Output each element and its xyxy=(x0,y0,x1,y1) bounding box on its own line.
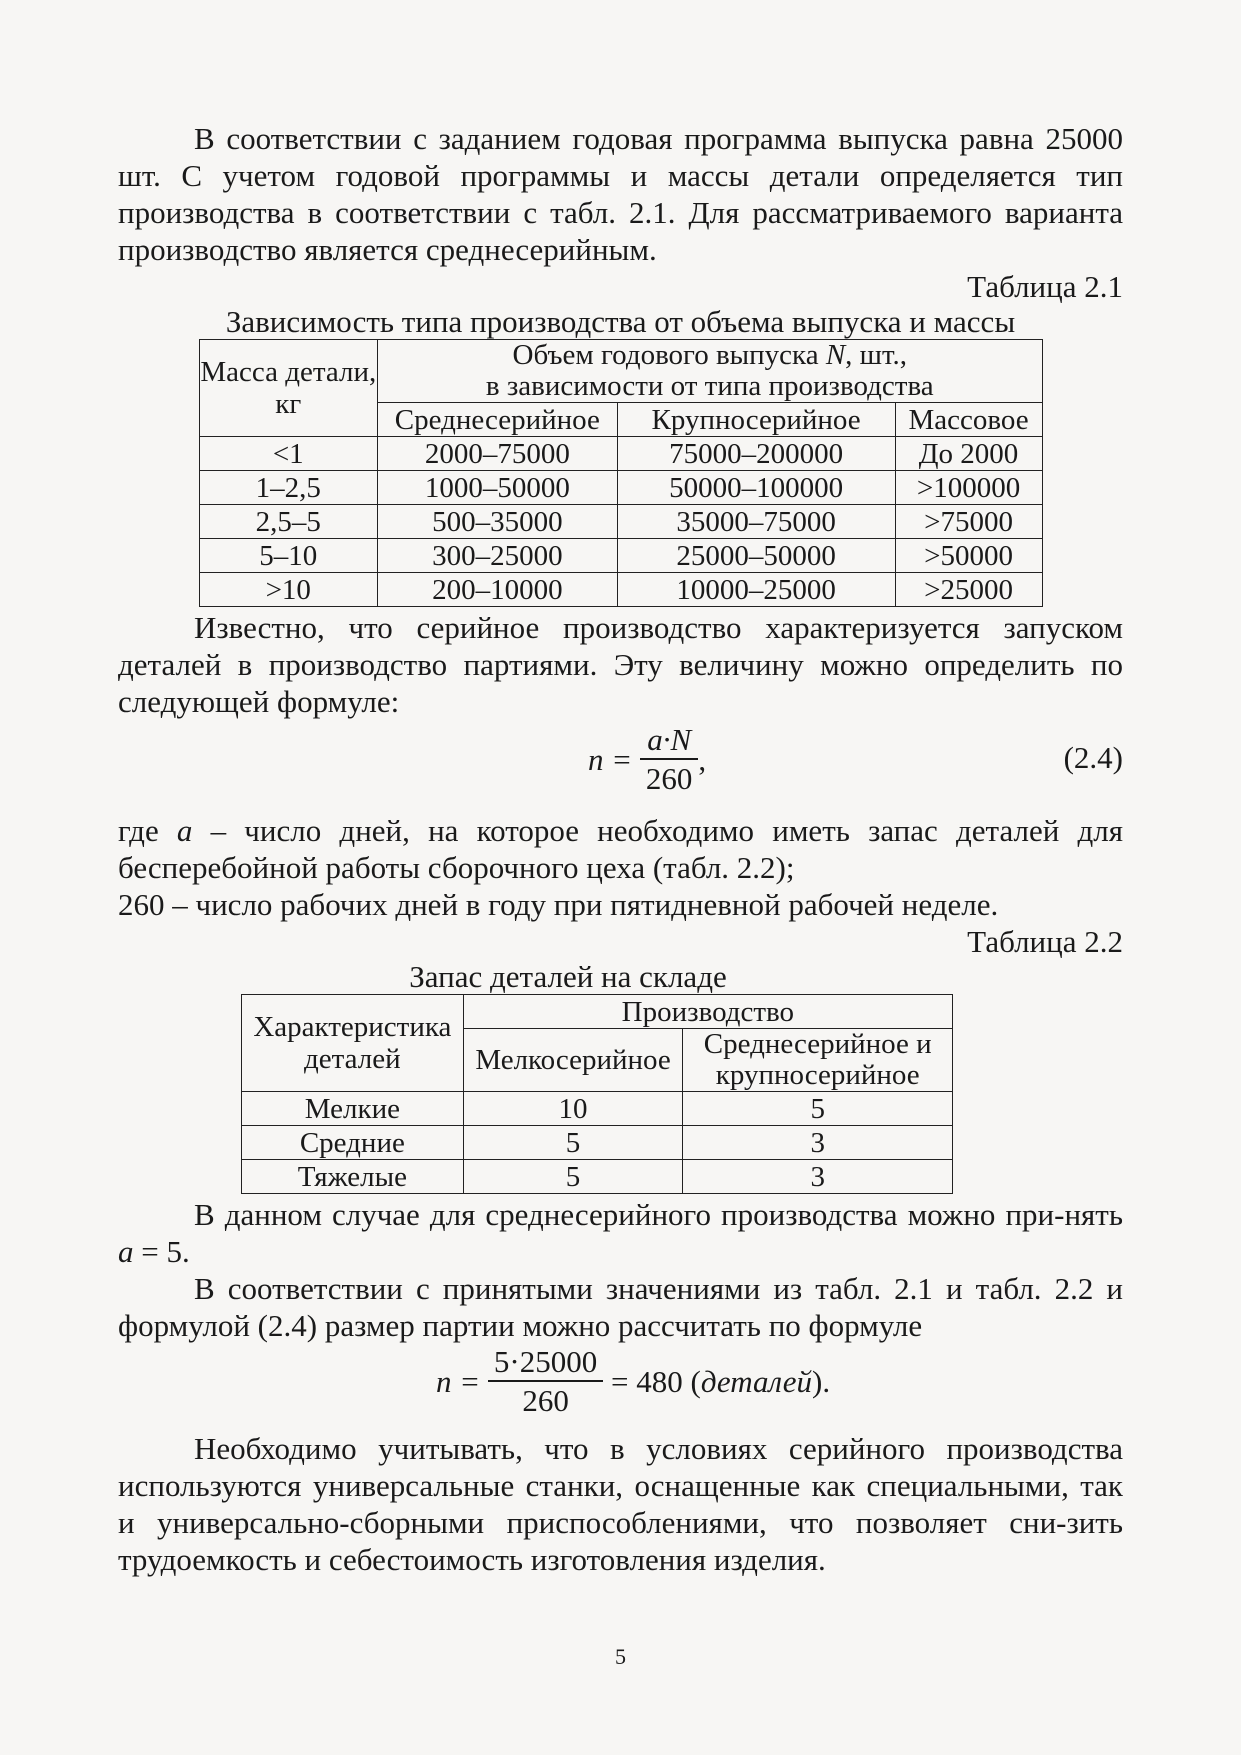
formula-fraction xyxy=(488,1344,603,1420)
table-cell: 3 xyxy=(683,1160,953,1194)
formula-comma: , xyxy=(698,741,707,777)
header-production: Производство xyxy=(463,995,952,1029)
table-cell: Средние xyxy=(242,1126,464,1160)
paragraph-3-text: – число дней, на которое необходимо иметь запас деталей для бесперебойной работы сборочного цеха (табл. 2.2); xyxy=(118,813,1123,885)
table-cell: 75000–200000 xyxy=(617,437,895,471)
formula-lhs: n = xyxy=(436,1363,481,1399)
table-row xyxy=(199,471,1042,505)
formula-lhs: n = xyxy=(588,741,633,777)
table-row xyxy=(242,1092,953,1126)
table-cell: 2000–75000 xyxy=(378,437,618,471)
table-cell: 200–10000 xyxy=(378,573,618,607)
header-volume-var: N xyxy=(825,339,846,371)
table-cell: 50000–100000 xyxy=(617,471,895,505)
table-row xyxy=(199,437,1042,471)
header-mass: Масса детали, кг xyxy=(199,340,378,437)
table-cell: До 2000 xyxy=(895,437,1042,471)
table-2-label: Таблица 2.2 xyxy=(967,924,1123,959)
equation-number: (2.4) xyxy=(1063,740,1123,775)
table-cell: <1 xyxy=(199,437,378,471)
formula-close: ). xyxy=(812,1363,831,1399)
page-content xyxy=(118,120,1123,1578)
formula-unit: деталей xyxy=(700,1363,813,1399)
table-row xyxy=(199,505,1042,539)
formula-body xyxy=(588,722,706,798)
paragraph-4: 260 – число рабочих дней в году при пятидневной рабочей неделе. xyxy=(118,887,999,922)
production-type-table xyxy=(199,339,1043,607)
table-cell: 300–25000 xyxy=(378,539,618,573)
table-2-caption: Запас деталей на складе xyxy=(409,959,727,994)
formula-result: = 480 ( xyxy=(611,1363,701,1399)
table-1-label: Таблица 2.1 xyxy=(967,269,1123,304)
header-volume-subtext: в зависимости от типа производства xyxy=(485,370,934,402)
column-header: Мелкосерийное xyxy=(463,1029,683,1092)
table-cell: Тяжелые xyxy=(242,1160,464,1194)
table-cell: 3 xyxy=(683,1126,953,1160)
table-row xyxy=(199,573,1042,607)
paragraph-5 xyxy=(118,1196,1123,1270)
table-cell: 5 xyxy=(683,1092,953,1126)
paragraph-1: В соответствии с заданием годовая программа выпуска равна 25000 шт. С учетом годовой программы и массы детали определяется тип производства в соответствии с табл. 2.1. Для рассматриваемого варианта производство является среднесерийным. xyxy=(118,121,1123,267)
table-cell: 10 xyxy=(463,1092,683,1126)
paragraph-2: Известно, что серийное производство характеризуется запуском деталей в производство партиями. Эту величину можно определить по следующей формуле: xyxy=(118,610,1123,719)
formula-denominator: 260 xyxy=(522,1382,569,1418)
where-word: где xyxy=(118,813,159,848)
paragraph-3 xyxy=(118,812,1123,886)
table-cell: 5–10 xyxy=(199,539,378,573)
header-volume xyxy=(378,340,1042,403)
parts-stock-table xyxy=(241,994,953,1194)
table-cell: >75000 xyxy=(895,505,1042,539)
table-cell: 10000–25000 xyxy=(617,573,895,607)
variable-a: a xyxy=(118,1234,134,1269)
column-header: Среднесерийное xyxy=(378,403,618,437)
table-cell: 25000–50000 xyxy=(617,539,895,573)
formula-2-4 xyxy=(118,720,1123,812)
table-cell: >50000 xyxy=(895,539,1042,573)
table-cell: Мелкие xyxy=(242,1092,464,1126)
table-row xyxy=(242,1160,953,1194)
paragraph-5-value: = 5. xyxy=(133,1234,190,1269)
table-row xyxy=(242,1126,953,1160)
header-volume-unit: , шт., xyxy=(845,339,907,371)
table-cell: 5 xyxy=(463,1160,683,1194)
variable-a: a xyxy=(176,813,193,848)
table-cell: 1–2,5 xyxy=(199,471,378,505)
formula-numerator: 5·25000 xyxy=(493,1344,598,1379)
table-cell: 2,5–5 xyxy=(199,505,378,539)
formula-body xyxy=(436,1344,830,1420)
formula-batch-size xyxy=(118,1344,1123,1430)
table-cell: >10 xyxy=(199,573,378,607)
paragraph-7: Необходимо учитывать, что в условиях серийного производства используются универсальные станки, оснащенные как специальными, так и универсально-сборными приспособлениями, что позволяет сни-зить трудоемкость и себестоимость изготовления изделия. xyxy=(118,1431,1123,1577)
header-characteristic: Характеристика деталей xyxy=(242,995,464,1092)
table-cell: >100000 xyxy=(895,471,1042,505)
column-header: Массовое xyxy=(895,403,1042,437)
column-header: Крупносерийное xyxy=(617,403,895,437)
formula-fraction xyxy=(640,722,699,798)
table-1-caption: Зависимость типа производства от объема выпуска и массы xyxy=(225,304,1016,339)
paragraph-5-text: В данном случае для среднесерийного производства можно при-нять xyxy=(194,1197,1123,1232)
page-number: 5 xyxy=(615,1644,626,1669)
table-cell: 1000–50000 xyxy=(378,471,618,505)
formula-numerator: a·N xyxy=(647,722,692,757)
table-cell: 35000–75000 xyxy=(617,505,895,539)
table-cell: 5 xyxy=(463,1126,683,1160)
table-row xyxy=(199,539,1042,573)
header-volume-text: Объем годового выпуска xyxy=(512,339,819,371)
column-header: Среднесерийное и крупносерийное xyxy=(683,1029,953,1092)
table-cell: 500–35000 xyxy=(378,505,618,539)
formula-denominator: 260 xyxy=(645,760,693,796)
paragraph-6: В соответствии с принятыми значениями из табл. 2.1 и табл. 2.2 и формулой (2.4) размер партии можно рассчитать по формуле xyxy=(118,1271,1123,1343)
table-cell: >25000 xyxy=(895,573,1042,607)
